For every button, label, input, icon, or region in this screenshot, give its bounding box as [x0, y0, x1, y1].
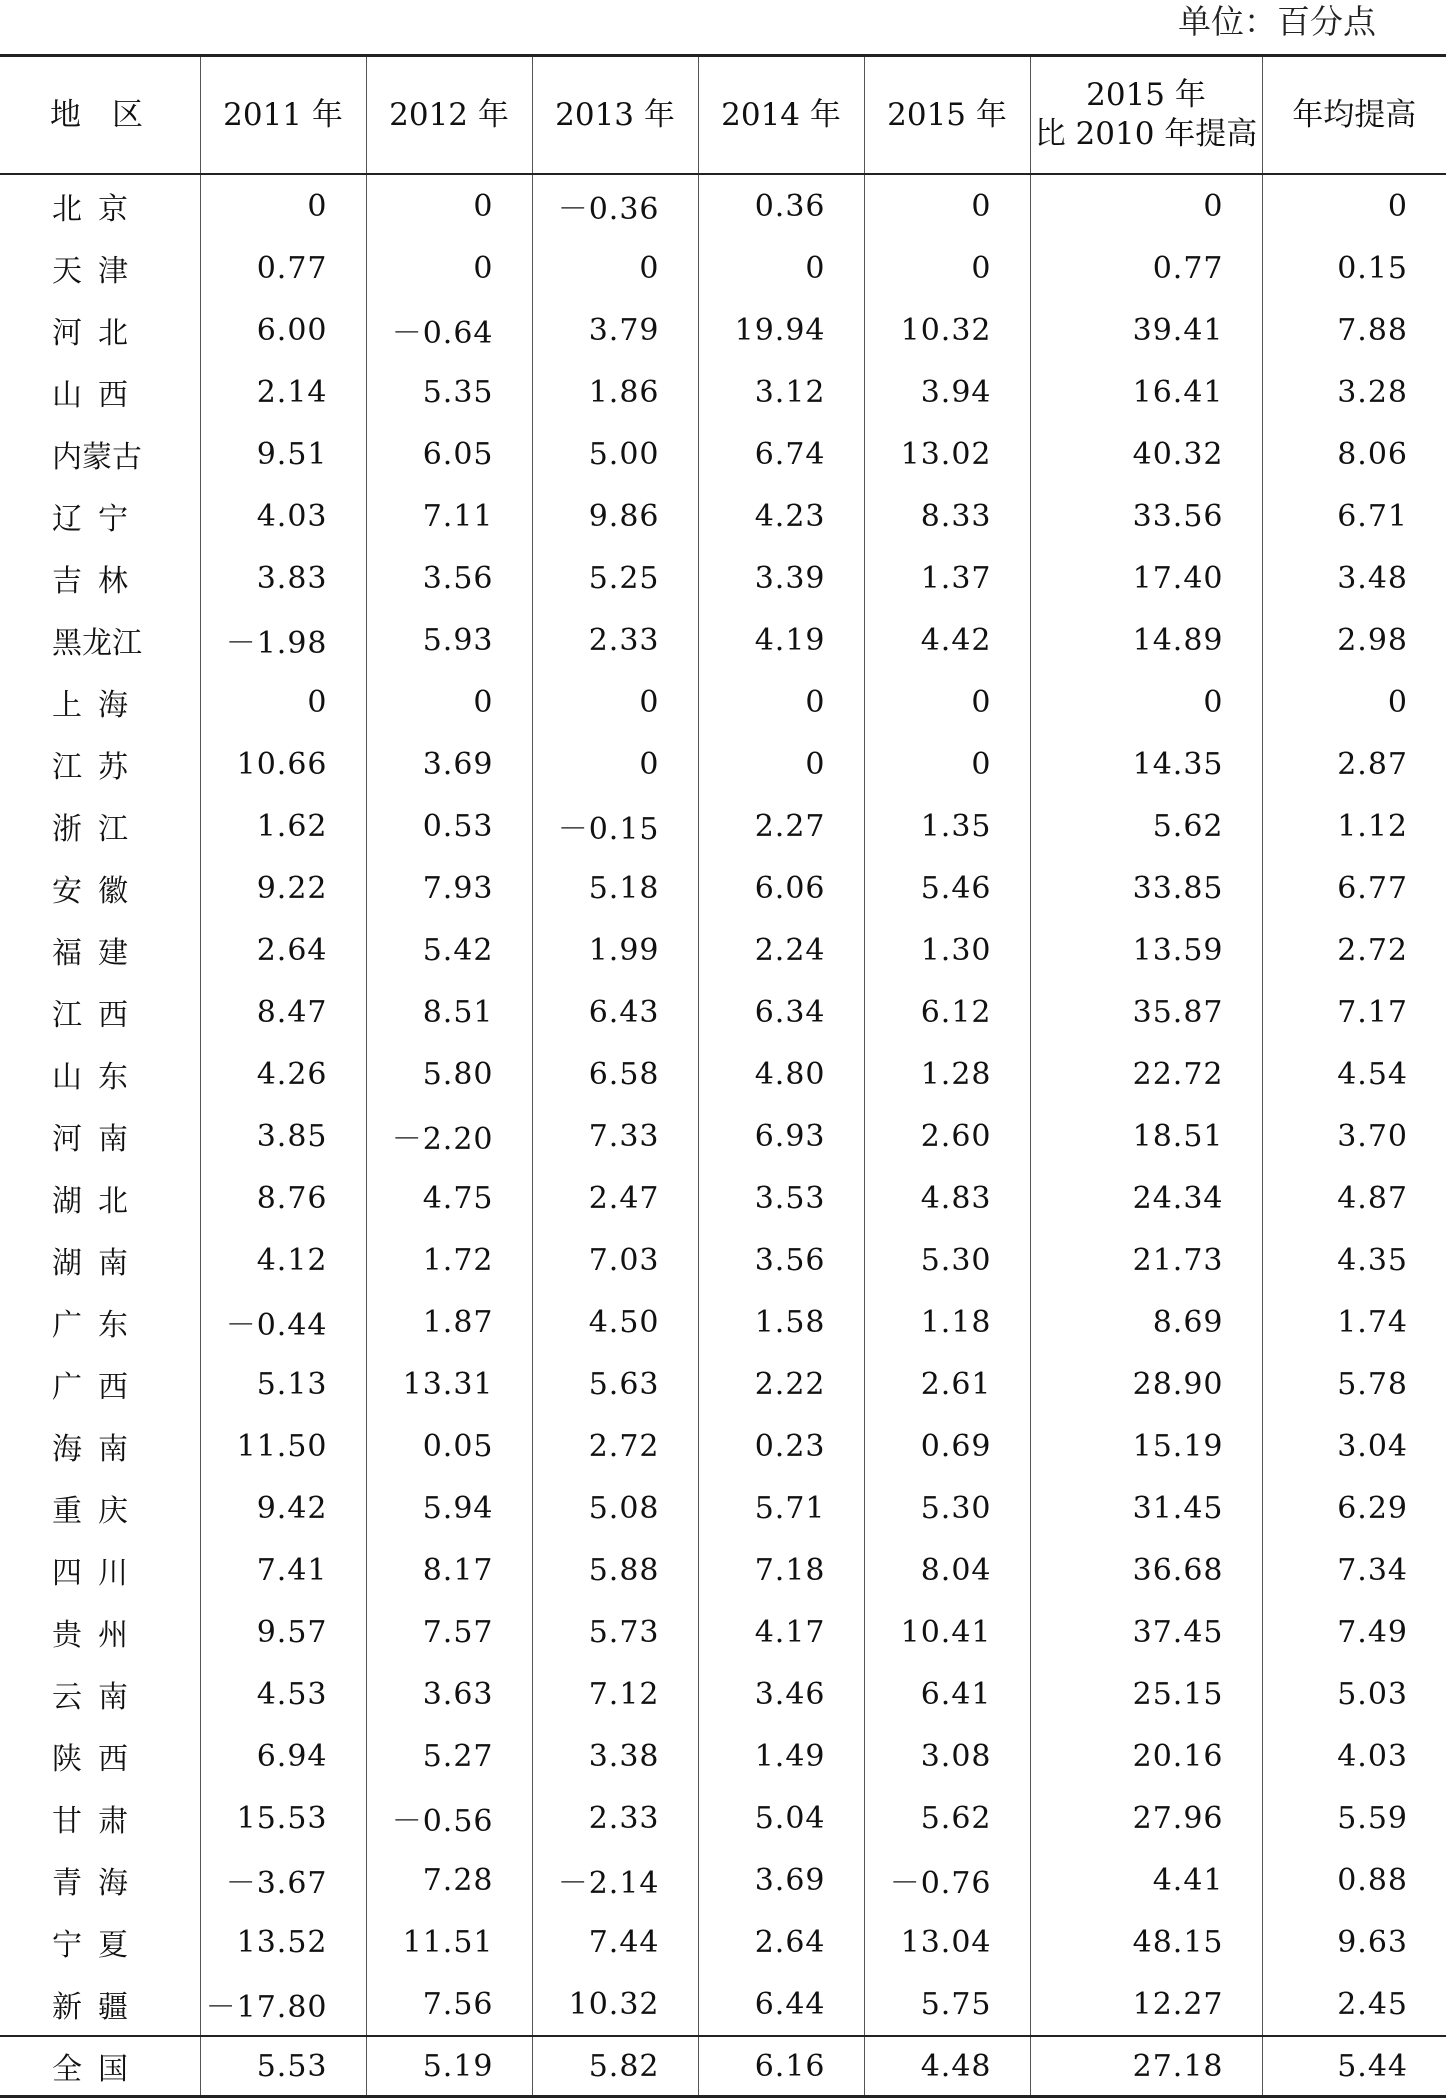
- cell-2015: 6.12: [864, 981, 1030, 1043]
- header-since-2010-line2: 比 2010 年提高: [1034, 116, 1258, 152]
- region-name: 江西: [0, 981, 200, 1043]
- cell-2013: 2.72: [532, 1415, 698, 1477]
- cell-2012: 7.57: [366, 1601, 532, 1663]
- region-name: 辽宁: [0, 485, 200, 547]
- cell-2012: －0.64: [366, 299, 532, 361]
- table-row: [0, 1911, 1446, 1973]
- cell-2013: 6.43: [532, 981, 698, 1043]
- table-row: [0, 1167, 1446, 1229]
- cell-2015: 1.18: [864, 1291, 1030, 1353]
- table-row: [0, 981, 1446, 1043]
- table-row: [0, 1787, 1446, 1849]
- cell-2013: 7.03: [532, 1229, 698, 1291]
- cell-2014: 5.04: [698, 1787, 864, 1849]
- table-row: [0, 361, 1446, 423]
- cell-2012: 0.53: [366, 795, 532, 857]
- cell-2015: 1.37: [864, 547, 1030, 609]
- table-body: [0, 174, 1446, 2036]
- table-row: [0, 1849, 1446, 1911]
- cell-2011: 3.85: [200, 1105, 366, 1167]
- cell-since-2010: 40.32: [1030, 423, 1262, 485]
- cell-annual-avg: 2.72: [1337, 932, 1408, 968]
- table-row: [0, 1415, 1446, 1477]
- header-region: 地 区: [0, 56, 200, 175]
- total-region-name: 全国: [0, 2036, 200, 2097]
- table-row: [0, 609, 1446, 671]
- cell-annual-avg: 1.74: [1337, 1304, 1408, 1340]
- cell-2013: 1.86: [532, 361, 698, 423]
- cell-2015: 10.32: [864, 299, 1030, 361]
- region-name: 海南: [0, 1415, 200, 1477]
- cell-2015: 1.35: [864, 795, 1030, 857]
- cell-2013: －0.15: [532, 795, 698, 857]
- region-name: 上海: [0, 671, 200, 733]
- table-row: [0, 857, 1446, 919]
- cell-since-2010: 25.15: [1030, 1663, 1262, 1725]
- cell-2013: 5.88: [532, 1539, 698, 1601]
- cell-2012: 5.80: [366, 1043, 532, 1105]
- cell-annual-avg: 3.48: [1337, 560, 1408, 596]
- region-name: 宁夏: [0, 1911, 200, 1973]
- cell-since-2010: 0: [1030, 671, 1262, 733]
- cell-2015: 0: [864, 733, 1030, 795]
- cell-2011: 11.50: [200, 1415, 366, 1477]
- cell-since-2010: 33.85: [1030, 857, 1262, 919]
- region-name: 甘肃: [0, 1787, 200, 1849]
- cell-2012: 8.17: [366, 1539, 532, 1601]
- cell-2012: －0.56: [366, 1787, 532, 1849]
- table-row: [0, 1601, 1446, 1663]
- cell-since-2010: 35.87: [1030, 981, 1262, 1043]
- cell-2012: 5.93: [366, 609, 532, 671]
- cell-2013: 3.79: [532, 299, 698, 361]
- region-name: 四川: [0, 1539, 200, 1601]
- cell-2014: 2.24: [698, 919, 864, 981]
- cell-since-2010: 12.27: [1030, 1973, 1262, 2036]
- cell-2014: 0.36: [698, 174, 864, 237]
- cell-2015: 3.08: [864, 1725, 1030, 1787]
- cell-2013: 9.86: [532, 485, 698, 547]
- cell-annual-avg: 0.15: [1337, 250, 1408, 286]
- cell-annual-avg: 5.03: [1337, 1676, 1408, 1712]
- cell-2015: 2.61: [864, 1353, 1030, 1415]
- cell-annual-avg: 7.49: [1337, 1614, 1408, 1650]
- cell-2014: 3.56: [698, 1229, 864, 1291]
- cell-since-2010: 0.77: [1030, 237, 1262, 299]
- cell-2012: 7.93: [366, 857, 532, 919]
- table-row: [0, 1291, 1446, 1353]
- cell-2014: 4.17: [698, 1601, 864, 1663]
- cell-annual-avg: 3.70: [1337, 1118, 1408, 1154]
- cell-2015: 13.02: [864, 423, 1030, 485]
- cell-2015: 0.69: [864, 1415, 1030, 1477]
- cell-2015: 4.83: [864, 1167, 1030, 1229]
- region-change-table: [0, 54, 1446, 2098]
- cell-since-2010: 20.16: [1030, 1725, 1262, 1787]
- table-row: [0, 671, 1446, 733]
- cell-2012: 7.28: [366, 1849, 532, 1911]
- cell-2013: 7.44: [532, 1911, 698, 1973]
- header-2011: 2011 年: [200, 56, 366, 175]
- total-row: [0, 2036, 1446, 2097]
- cell-since-2010: 21.73: [1030, 1229, 1262, 1291]
- table-row: [0, 423, 1446, 485]
- cell-2011: 4.53: [200, 1663, 366, 1725]
- cell-annual-avg: 3.04: [1337, 1428, 1408, 1464]
- cell-2012: 1.72: [366, 1229, 532, 1291]
- cell-2011: 3.83: [200, 547, 366, 609]
- cell-2011: －1.98: [200, 609, 366, 671]
- region-name: 山西: [0, 361, 200, 423]
- cell-2014: 4.23: [698, 485, 864, 547]
- table-row: [0, 547, 1446, 609]
- cell-annual-avg: 5.59: [1337, 1800, 1408, 1836]
- cell-2015: －0.76: [864, 1849, 1030, 1911]
- table-row: [0, 237, 1446, 299]
- cell-2015: 10.41: [864, 1601, 1030, 1663]
- cell-since-2010: 14.89: [1030, 609, 1262, 671]
- cell-2013: 0: [532, 237, 698, 299]
- cell-2011: －3.67: [200, 1849, 366, 1911]
- cell-since-2010: 17.40: [1030, 547, 1262, 609]
- cell-2011: 10.66: [200, 733, 366, 795]
- cell-2012: 5.42: [366, 919, 532, 981]
- cell-since-2010: 4.41: [1030, 1849, 1262, 1911]
- cell-2014: 1.49: [698, 1725, 864, 1787]
- cell-2013: 6.58: [532, 1043, 698, 1105]
- cell-2014: 3.69: [698, 1849, 864, 1911]
- cell-2015: 6.41: [864, 1663, 1030, 1725]
- cell-2013: 7.12: [532, 1663, 698, 1725]
- cell-2011: 5.13: [200, 1353, 366, 1415]
- cell-2014: 3.39: [698, 547, 864, 609]
- cell-2012: 11.51: [366, 1911, 532, 1973]
- cell-2015: 13.04: [864, 1911, 1030, 1973]
- cell-since-2010: 8.69: [1030, 1291, 1262, 1353]
- table-row: [0, 733, 1446, 795]
- cell-annual-avg: 9.63: [1337, 1924, 1408, 1960]
- cell-since-2010: 18.51: [1030, 1105, 1262, 1167]
- cell-2015: 5.30: [864, 1229, 1030, 1291]
- region-name: 天津: [0, 237, 200, 299]
- total-cell-annual-avg: 5.44: [1262, 2036, 1446, 2097]
- cell-2012: 7.56: [366, 1973, 532, 2036]
- cell-2015: 5.30: [864, 1477, 1030, 1539]
- cell-annual-avg: 6.71: [1337, 498, 1408, 534]
- region-name: 河南: [0, 1105, 200, 1167]
- table-row: [0, 1973, 1446, 2036]
- cell-2014: 2.27: [698, 795, 864, 857]
- cell-annual-avg: 7.17: [1337, 994, 1408, 1030]
- cell-2014: 7.18: [698, 1539, 864, 1601]
- region-name: 河北: [0, 299, 200, 361]
- cell-2014: 5.71: [698, 1477, 864, 1539]
- table-row: [0, 1663, 1446, 1725]
- cell-2012: 5.27: [366, 1725, 532, 1787]
- cell-2013: 3.38: [532, 1725, 698, 1787]
- cell-2013: 5.63: [532, 1353, 698, 1415]
- cell-annual-avg: 5.78: [1337, 1366, 1408, 1402]
- cell-2014: 6.34: [698, 981, 864, 1043]
- unit-label: 单位：百分点: [1178, 2, 1376, 41]
- cell-since-2010: 24.34: [1030, 1167, 1262, 1229]
- cell-2013: 5.73: [532, 1601, 698, 1663]
- cell-2013: 5.25: [532, 547, 698, 609]
- total-cell-2011: 5.53: [200, 2036, 366, 2097]
- total-cell-2014: 6.16: [698, 2036, 864, 2097]
- region-name: 湖北: [0, 1167, 200, 1229]
- cell-2014: 3.12: [698, 361, 864, 423]
- cell-2011: 9.51: [200, 423, 366, 485]
- cell-annual-avg: 7.88: [1337, 312, 1408, 348]
- region-name: 广东: [0, 1291, 200, 1353]
- cell-2013: 5.08: [532, 1477, 698, 1539]
- cell-annual-avg: 4.87: [1337, 1180, 1408, 1216]
- cell-2014: 6.44: [698, 1973, 864, 2036]
- cell-2015: 8.33: [864, 485, 1030, 547]
- cell-since-2010: 14.35: [1030, 733, 1262, 795]
- table-row: [0, 485, 1446, 547]
- cell-annual-avg: 2.98: [1337, 622, 1408, 658]
- region-name: 安徽: [0, 857, 200, 919]
- cell-2015: 2.60: [864, 1105, 1030, 1167]
- cell-annual-avg: 0.88: [1337, 1862, 1408, 1898]
- cell-2014: 3.53: [698, 1167, 864, 1229]
- cell-annual-avg: 0: [1387, 188, 1408, 224]
- cell-since-2010: 36.68: [1030, 1539, 1262, 1601]
- cell-2011: 2.64: [200, 919, 366, 981]
- cell-2014: 6.06: [698, 857, 864, 919]
- cell-since-2010: 48.15: [1030, 1911, 1262, 1973]
- cell-since-2010: 39.41: [1030, 299, 1262, 361]
- header-2015: 2015 年: [864, 56, 1030, 175]
- table-row: [0, 299, 1446, 361]
- cell-annual-avg: 2.87: [1337, 746, 1408, 782]
- header-2014: 2014 年: [698, 56, 864, 175]
- cell-2013: 0: [532, 733, 698, 795]
- cell-2013: 2.33: [532, 609, 698, 671]
- region-name: 云南: [0, 1663, 200, 1725]
- cell-2011: 8.76: [200, 1167, 366, 1229]
- cell-annual-avg: 6.77: [1337, 870, 1408, 906]
- cell-2015: 5.75: [864, 1973, 1030, 2036]
- cell-since-2010: 33.56: [1030, 485, 1262, 547]
- cell-2011: 9.22: [200, 857, 366, 919]
- cell-since-2010: 0: [1030, 174, 1262, 237]
- cell-2011: 9.57: [200, 1601, 366, 1663]
- cell-2015: 0: [864, 237, 1030, 299]
- cell-2011: 6.94: [200, 1725, 366, 1787]
- cell-2015: 3.94: [864, 361, 1030, 423]
- region-name: 湖南: [0, 1229, 200, 1291]
- cell-2011: 2.14: [200, 361, 366, 423]
- cell-2011: 9.42: [200, 1477, 366, 1539]
- cell-2015: 1.30: [864, 919, 1030, 981]
- region-name: 重庆: [0, 1477, 200, 1539]
- region-name: 北京: [0, 174, 200, 237]
- header-2013: 2013 年: [532, 56, 698, 175]
- cell-2015: 0: [864, 174, 1030, 237]
- cell-2011: 0: [200, 174, 366, 237]
- cell-since-2010: 15.19: [1030, 1415, 1262, 1477]
- cell-2013: 4.50: [532, 1291, 698, 1353]
- cell-2011: 8.47: [200, 981, 366, 1043]
- cell-since-2010: 27.96: [1030, 1787, 1262, 1849]
- cell-since-2010: 22.72: [1030, 1043, 1262, 1105]
- cell-2014: 0.23: [698, 1415, 864, 1477]
- table-row: [0, 1725, 1446, 1787]
- cell-annual-avg: 0: [1387, 684, 1408, 720]
- cell-annual-avg: 7.34: [1337, 1552, 1408, 1588]
- region-name: 黑龙江: [0, 609, 200, 671]
- cell-2015: 0: [864, 671, 1030, 733]
- cell-2012: 6.05: [366, 423, 532, 485]
- cell-2014: 19.94: [698, 299, 864, 361]
- cell-2013: －0.36: [532, 174, 698, 237]
- cell-since-2010: 5.62: [1030, 795, 1262, 857]
- cell-2012: －2.20: [366, 1105, 532, 1167]
- table-row: [0, 1539, 1446, 1601]
- region-name: 浙江: [0, 795, 200, 857]
- cell-2015: 5.62: [864, 1787, 1030, 1849]
- cell-2015: 4.42: [864, 609, 1030, 671]
- cell-2012: 0: [366, 237, 532, 299]
- cell-2011: 4.03: [200, 485, 366, 547]
- table-row: [0, 1353, 1446, 1415]
- cell-2013: 2.33: [532, 1787, 698, 1849]
- region-name: 江苏: [0, 733, 200, 795]
- cell-since-2010: 37.45: [1030, 1601, 1262, 1663]
- region-name: 青海: [0, 1849, 200, 1911]
- cell-2011: 7.41: [200, 1539, 366, 1601]
- cell-2012: 0.05: [366, 1415, 532, 1477]
- cell-2013: －2.14: [532, 1849, 698, 1911]
- cell-2011: －17.80: [200, 1973, 366, 2036]
- header-since-2010-line1: 2015 年: [1086, 77, 1206, 114]
- cell-since-2010: 31.45: [1030, 1477, 1262, 1539]
- cell-2014: 2.22: [698, 1353, 864, 1415]
- cell-annual-avg: 1.12: [1337, 808, 1408, 844]
- table-row: [0, 1477, 1446, 1539]
- cell-2013: 5.18: [532, 857, 698, 919]
- cell-annual-avg: 3.28: [1337, 374, 1408, 410]
- table-row: [0, 919, 1446, 981]
- cell-2011: 4.26: [200, 1043, 366, 1105]
- cell-2011: 15.53: [200, 1787, 366, 1849]
- header-annual-avg: 年均提高: [1262, 56, 1446, 175]
- cell-2014: 1.58: [698, 1291, 864, 1353]
- table-header: [0, 56, 1446, 175]
- cell-2013: 1.99: [532, 919, 698, 981]
- cell-since-2010: 28.90: [1030, 1353, 1262, 1415]
- cell-2012: 3.63: [366, 1663, 532, 1725]
- cell-2012: 3.69: [366, 733, 532, 795]
- cell-2014: 4.80: [698, 1043, 864, 1105]
- table-row: [0, 174, 1446, 237]
- total-cell-2013: 5.82: [532, 2036, 698, 2097]
- cell-2014: 4.19: [698, 609, 864, 671]
- cell-2011: 13.52: [200, 1911, 366, 1973]
- cell-2011: 1.62: [200, 795, 366, 857]
- cell-2014: 6.93: [698, 1105, 864, 1167]
- total-cell-2012: 5.19: [366, 2036, 532, 2097]
- region-name: 内蒙古: [0, 423, 200, 485]
- region-name: 福建: [0, 919, 200, 981]
- cell-annual-avg: 4.35: [1337, 1242, 1408, 1278]
- cell-annual-avg: 4.54: [1337, 1056, 1408, 1092]
- cell-2014: 2.64: [698, 1911, 864, 1973]
- region-name: 广西: [0, 1353, 200, 1415]
- cell-2013: 2.47: [532, 1167, 698, 1229]
- cell-2015: 8.04: [864, 1539, 1030, 1601]
- cell-2014: 0: [698, 733, 864, 795]
- table-row: [0, 1043, 1446, 1105]
- cell-2014: 6.74: [698, 423, 864, 485]
- cell-2013: 0: [532, 671, 698, 733]
- cell-annual-avg: 8.06: [1337, 436, 1408, 472]
- total-cell-2015: 4.48: [864, 2036, 1030, 2097]
- cell-2012: 0: [366, 174, 532, 237]
- cell-2012: 5.35: [366, 361, 532, 423]
- cell-annual-avg: 6.29: [1337, 1490, 1408, 1526]
- cell-2015: 1.28: [864, 1043, 1030, 1105]
- cell-2012: 0: [366, 671, 532, 733]
- cell-2012: 8.51: [366, 981, 532, 1043]
- cell-since-2010: 16.41: [1030, 361, 1262, 423]
- header-since-2010: [1030, 56, 1262, 175]
- region-name: 新疆: [0, 1973, 200, 2036]
- cell-2012: 7.11: [366, 485, 532, 547]
- cell-2012: 1.87: [366, 1291, 532, 1353]
- cell-since-2010: 13.59: [1030, 919, 1262, 981]
- region-name: 吉林: [0, 547, 200, 609]
- cell-2011: 0: [200, 671, 366, 733]
- table-total: [0, 2036, 1446, 2097]
- cell-2013: 7.33: [532, 1105, 698, 1167]
- table-row: [0, 795, 1446, 857]
- cell-2011: 0.77: [200, 237, 366, 299]
- cell-2012: 3.56: [366, 547, 532, 609]
- region-name: 山东: [0, 1043, 200, 1105]
- cell-2015: 5.46: [864, 857, 1030, 919]
- cell-2012: 4.75: [366, 1167, 532, 1229]
- cell-2011: 4.12: [200, 1229, 366, 1291]
- table-row: [0, 1105, 1446, 1167]
- cell-2011: 6.00: [200, 299, 366, 361]
- cell-2014: 0: [698, 671, 864, 733]
- table-row: [0, 1229, 1446, 1291]
- total-cell-since-2010: 27.18: [1030, 2036, 1262, 2097]
- header-2012: 2012 年: [366, 56, 532, 175]
- cell-2012: 13.31: [366, 1353, 532, 1415]
- cell-annual-avg: 4.03: [1337, 1738, 1408, 1774]
- cell-annual-avg: 2.45: [1337, 1986, 1408, 2022]
- cell-2014: 0: [698, 237, 864, 299]
- cell-2011: －0.44: [200, 1291, 366, 1353]
- cell-2013: 10.32: [532, 1973, 698, 2036]
- region-name: 陕西: [0, 1725, 200, 1787]
- cell-2012: 5.94: [366, 1477, 532, 1539]
- cell-2013: 5.00: [532, 423, 698, 485]
- cell-2014: 3.46: [698, 1663, 864, 1725]
- region-name: 贵州: [0, 1601, 200, 1663]
